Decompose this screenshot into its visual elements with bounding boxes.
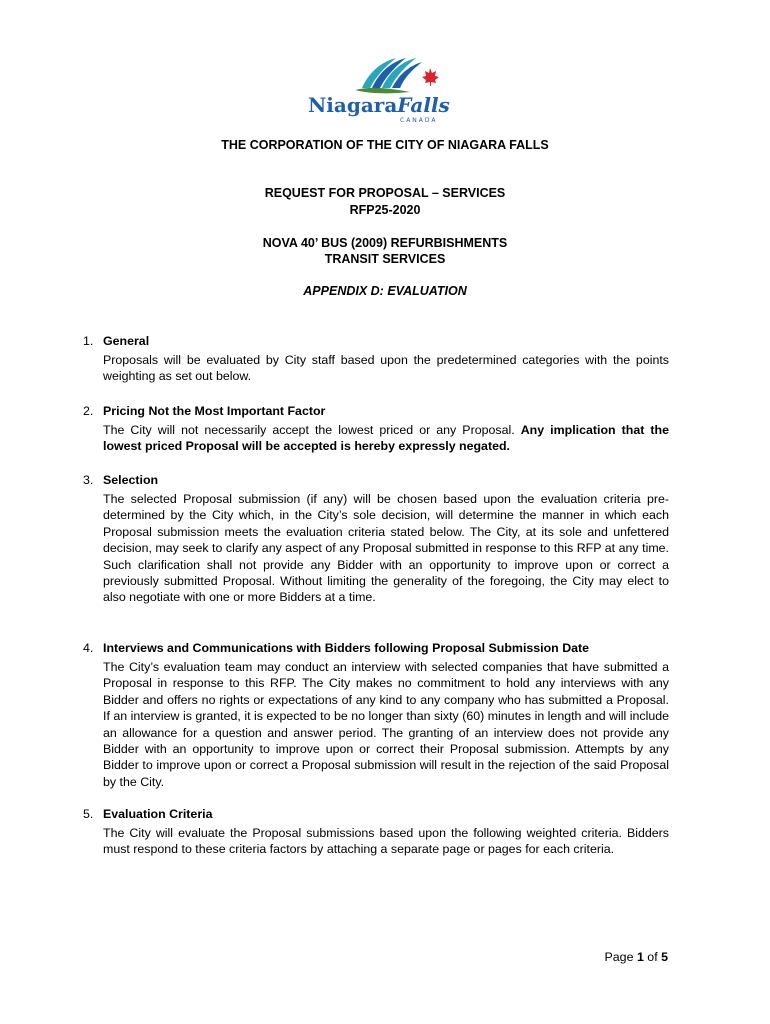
corporation-title: THE CORPORATION OF THE CITY OF NIAGARA FALLS	[221, 138, 549, 152]
section-number: 5.	[83, 807, 94, 821]
section-number: 4.	[83, 641, 94, 655]
logo-wordmark: NiagaraFalls	[308, 93, 450, 117]
section-number: 1.	[83, 334, 94, 348]
niagara-falls-logo	[300, 52, 450, 124]
section-body: The City’s evaluation team may conduct an interview with selected companies that have submitted a Proposal in response to this RFP. The City makes no commitment to hold any interviews with any Bidder and offers no rights or expectations of any kind to any company who has submitted a Proposal. If an interview is granted, it is expected to be no longer than sixty (60) minutes in length and will include an allowance for a question and answer period. The granting of an interview does not provide any Bidder with an opportunity to improve upon or correct their Proposal submission. Attempts by any Bidder to improve upon or correct a Proposal submission will result in the rejection of the said Proposal by the City.	[103, 660, 669, 789]
waterfall-swoosh-icon	[355, 58, 422, 93]
project-title: NOVA 40’ BUS (2009) REFURBISHMENTS	[262, 236, 508, 250]
section-body: The selected Proposal submission (if any) will be chosen based upon the evaluation criteria pre-determined by the City which, in the City’s sole decision, will determine the manner in which each Proposal submission meets the evaluation criteria stated below. The City, at its sole and unfettered decision, may seek to clarify any aspect of any Proposal submitted in response to this RFP at any time. Such clarification shall not provide any Bidder with an opportunity to improve upon or correct a previously submitted Proposal. Without limiting the generality of the foregoing, the City may elect to also negotiate with one or more Bidders at a time.	[103, 492, 669, 605]
section-heading: Evaluation Criteria	[103, 807, 213, 821]
logo-subtext: CANADA	[400, 117, 438, 124]
section-body: The City will not necessarily accept the lowest priced or any Proposal. Any implication that the lowest priced Proposal will be accepted is hereby expressly negated.	[103, 423, 669, 454]
page-number: Page 1 of 5	[604, 950, 668, 964]
section-number: 3.	[83, 473, 94, 487]
department: TRANSIT SERVICES	[324, 252, 446, 266]
section-heading: Selection	[103, 473, 159, 487]
rfp-title: REQUEST FOR PROPOSAL – SERVICES	[264, 186, 506, 200]
section-body: Proposals will be evaluated by City staff based upon the predetermined categories with the points weighting as set out below.	[103, 353, 669, 384]
appendix-title: APPENDIX D: EVALUATION	[303, 284, 467, 298]
section-heading: Interviews and Communications with Bidders following Proposal Submission Date	[103, 641, 590, 655]
maple-leaf-icon	[422, 68, 439, 86]
section-body: The City will evaluate the Proposal submissions based upon the following weighted criteria. Bidders must respond to these criteria factors by attaching a separate page or pages for each criteria.	[103, 826, 669, 857]
rfp-number: RFP25-2020	[349, 203, 421, 217]
section-heading: Pricing Not the Most Important Factor	[103, 404, 326, 418]
section-number: 2.	[83, 404, 94, 418]
section-heading: General	[103, 334, 150, 348]
